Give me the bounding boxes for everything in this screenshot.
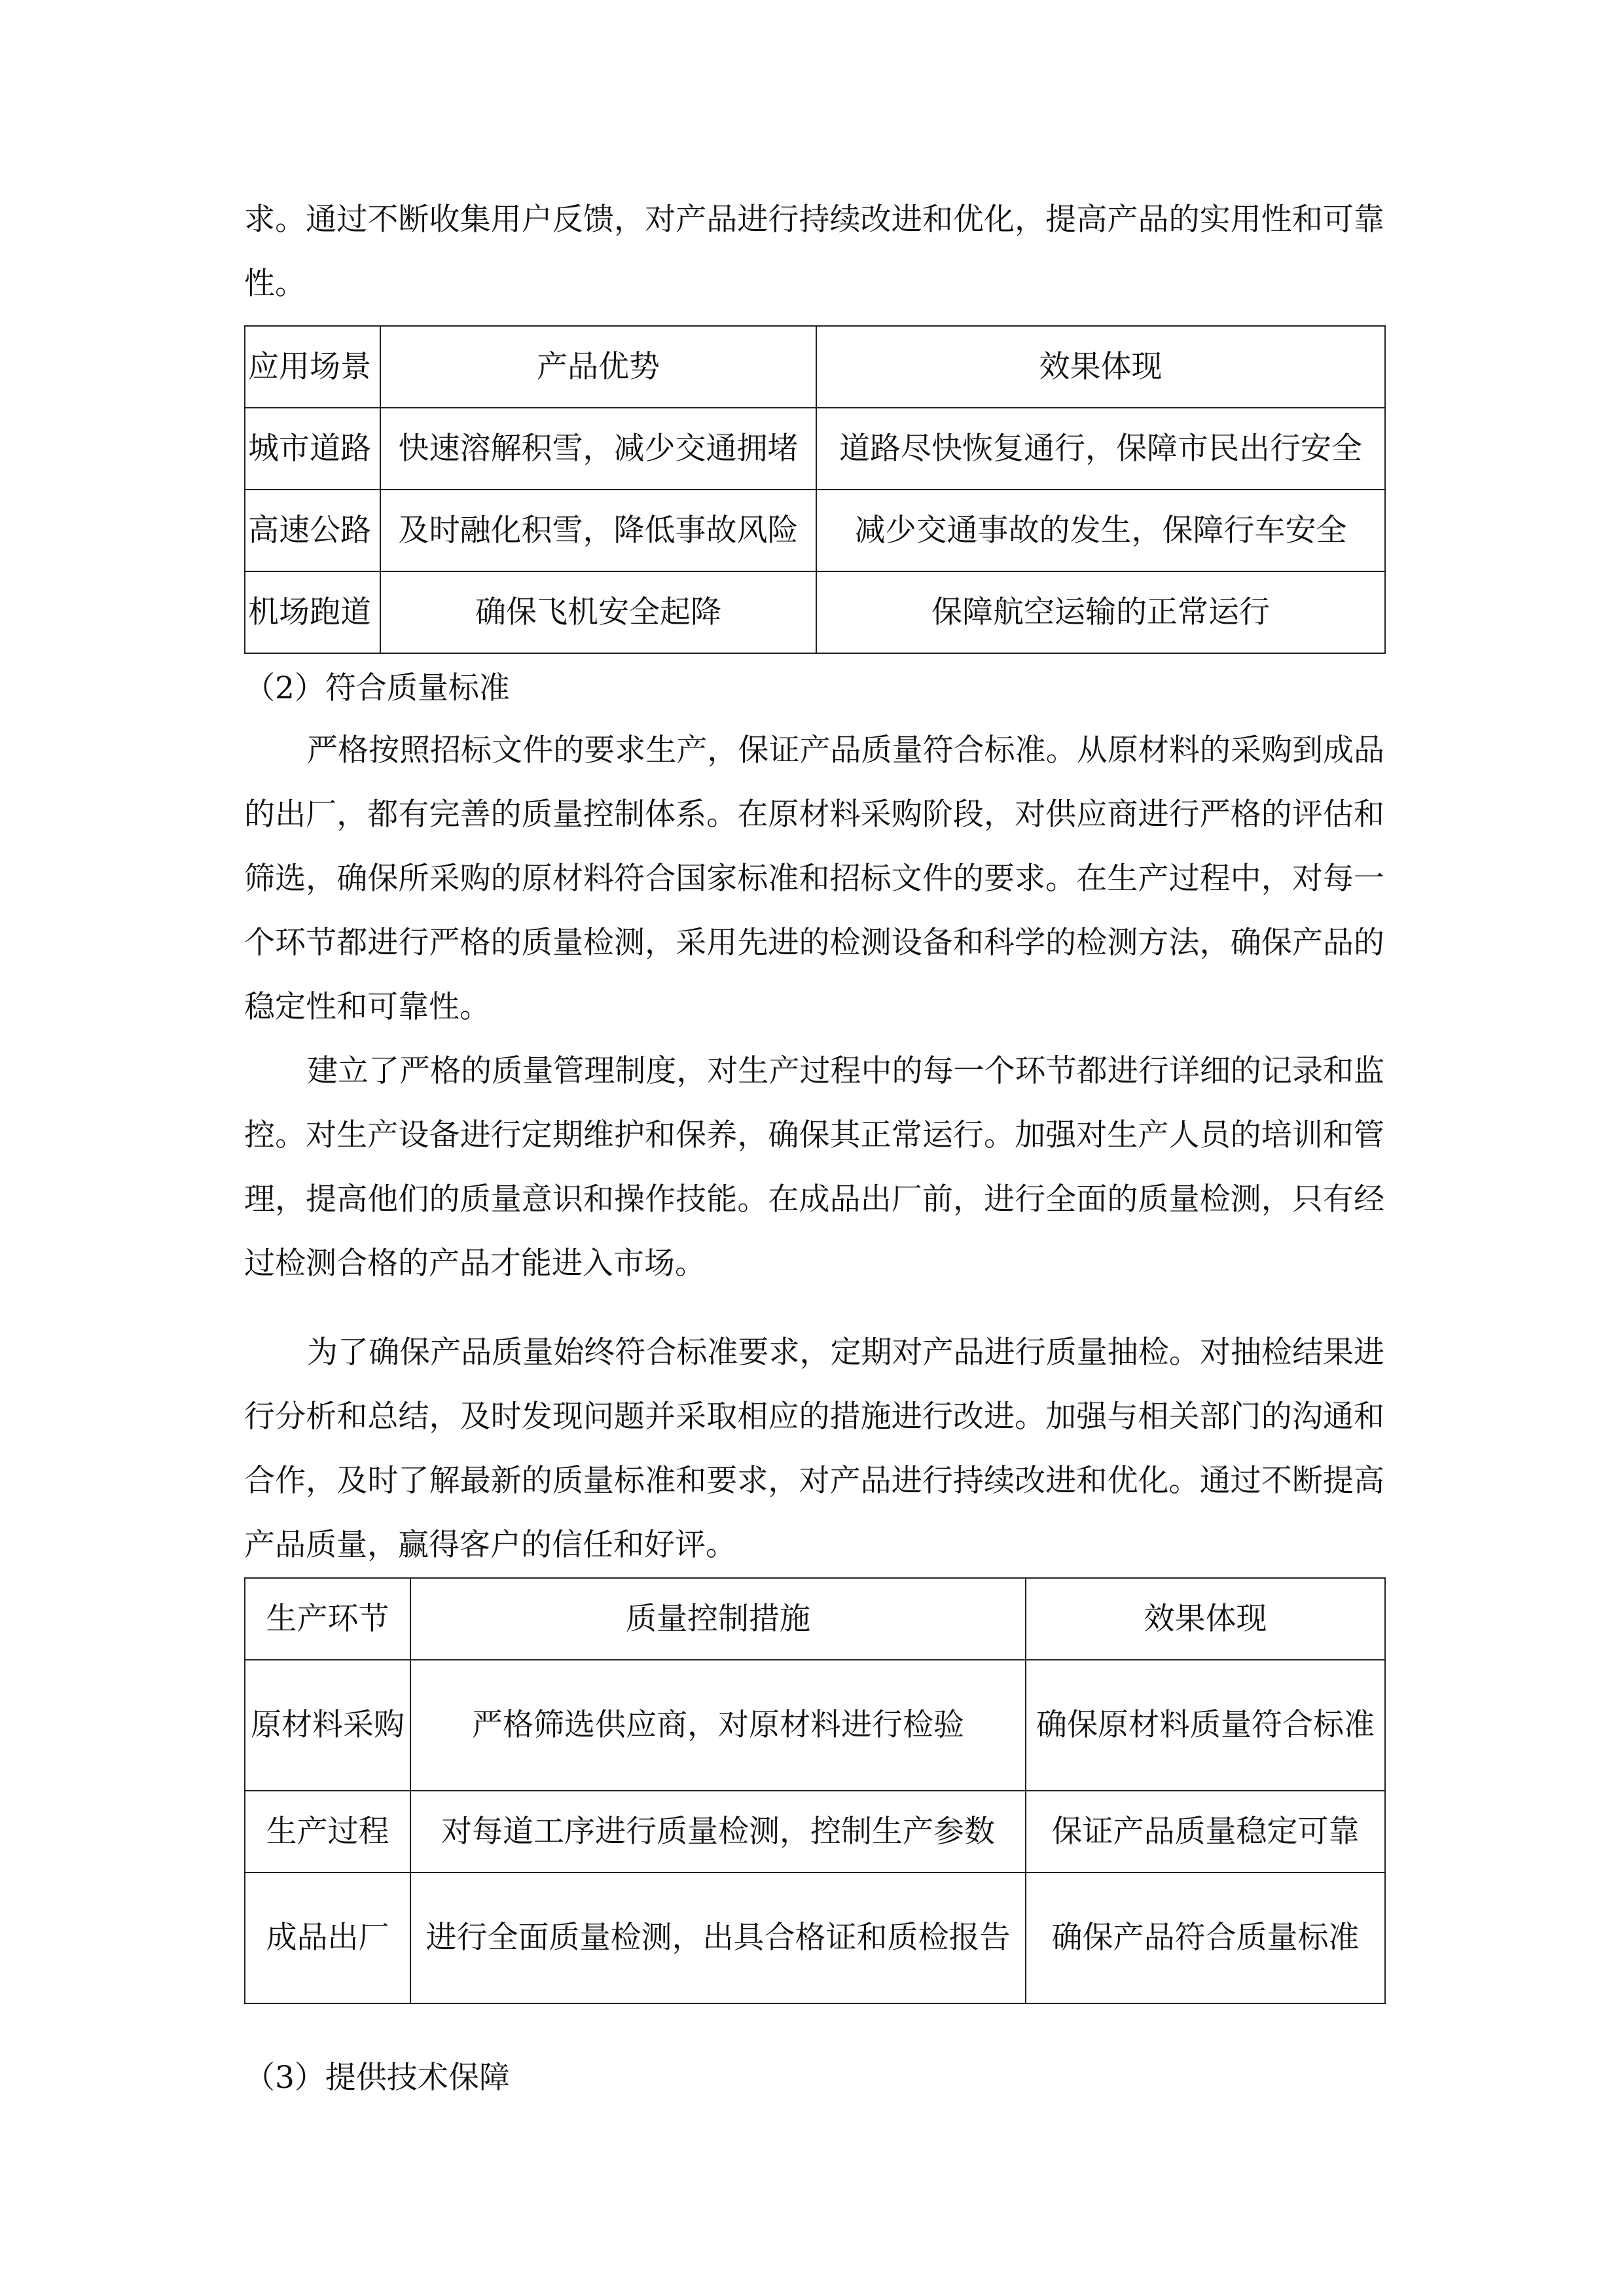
section-heading-quality: （2）符合质量标准	[244, 670, 510, 706]
table-header-cell: 产品优势	[380, 326, 816, 408]
table-row	[245, 408, 1385, 490]
paragraph-quality-2: 建立了严格的质量管理制度，对生产过程中的每一个环节都进行详细的记录和监控。对生产设备进行定期维护和保养，确保其正常运行。加强对生产人员的培训和管理，提高他们的质量意识和操作技能。在成品出厂前，进行全面的质量检测，只有经过检测合格的产品才能进入市场。	[244, 1053, 1384, 1282]
table-row	[245, 571, 1385, 653]
table-header-row	[245, 1578, 1385, 1660]
paragraph-quality-3: 为了确保产品质量始终符合标准要求，定期对产品进行质量抽检。对抽检结果进行分析和总结，及时发现问题并采取相应的措施进行改进。加强与相关部门的沟通和合作，及时了解最新的质量标准和要求，对产品进行持续改进和优化。通过不断提高产品质量，赢得客户的信任和好评。	[244, 1335, 1384, 1563]
application-scenarios-table	[244, 325, 1386, 654]
table-cell: 减少交通事故的发生，保障行车安全	[816, 490, 1385, 571]
table-cell: 快速溶解积雪，减少交通拥堵	[380, 408, 816, 490]
section-heading-tech-support: （3）提供技术保障	[244, 2060, 510, 2096]
table-cell: 保证产品质量稳定可靠	[1026, 1791, 1385, 1873]
table-header-row	[245, 326, 1385, 408]
table-header-cell: 生产环节	[245, 1578, 410, 1660]
table-header-cell: 质量控制措施	[410, 1578, 1026, 1660]
table-cell: 高速公路	[245, 490, 380, 571]
paragraph-quality-1: 严格按照招标文件的要求生产，保证产品质量符合标准。从原材料的采购到成品的出厂，都有完善的质量控制体系。在原材料采购阶段，对供应商进行严格的评估和筛选，确保所采购的原材料符合国家标准和招标文件的要求。在生产过程中，对每一个环节都进行严格的质量检测，采用先进的检测设备和科学的检测方法，确保产品的稳定性和可靠性。	[244, 732, 1384, 1025]
table-cell: 道路尽快恢复通行，保障市民出行安全	[816, 408, 1385, 490]
table-cell: 对每道工序进行质量检测，控制生产参数	[410, 1791, 1026, 1873]
table-cell: 原材料采购	[245, 1660, 410, 1791]
table-row	[245, 1791, 1385, 1873]
table-header-cell: 效果体现	[816, 326, 1385, 408]
table-cell: 确保飞机安全起降	[380, 571, 816, 653]
quality-control-table	[244, 1577, 1386, 2004]
table-cell: 确保产品符合质量标准	[1026, 1873, 1385, 2003]
table-row	[245, 1873, 1385, 2003]
table-row	[245, 1660, 1385, 1791]
table-cell: 确保原材料质量符合标准	[1026, 1660, 1385, 1791]
table-cell: 严格筛选供应商，对原材料进行检验	[410, 1660, 1026, 1791]
table-cell: 进行全面质量检测，出具合格证和质检报告	[410, 1873, 1026, 2003]
table-cell: 成品出厂	[245, 1873, 410, 2003]
table-cell: 城市道路	[245, 408, 380, 490]
table-cell: 保障航空运输的正常运行	[816, 571, 1385, 653]
table-header-cell: 应用场景	[245, 326, 380, 408]
table-header-cell: 效果体现	[1026, 1578, 1385, 1660]
table-row	[245, 490, 1385, 571]
table-cell: 及时融化积雪，降低事故风险	[380, 490, 816, 571]
table-cell: 生产过程	[245, 1791, 410, 1873]
table-cell: 机场跑道	[245, 571, 380, 653]
paragraph-continued: 求。通过不断收集用户反馈，对产品进行持续改进和优化，提高产品的实用性和可靠性。	[244, 202, 1384, 302]
